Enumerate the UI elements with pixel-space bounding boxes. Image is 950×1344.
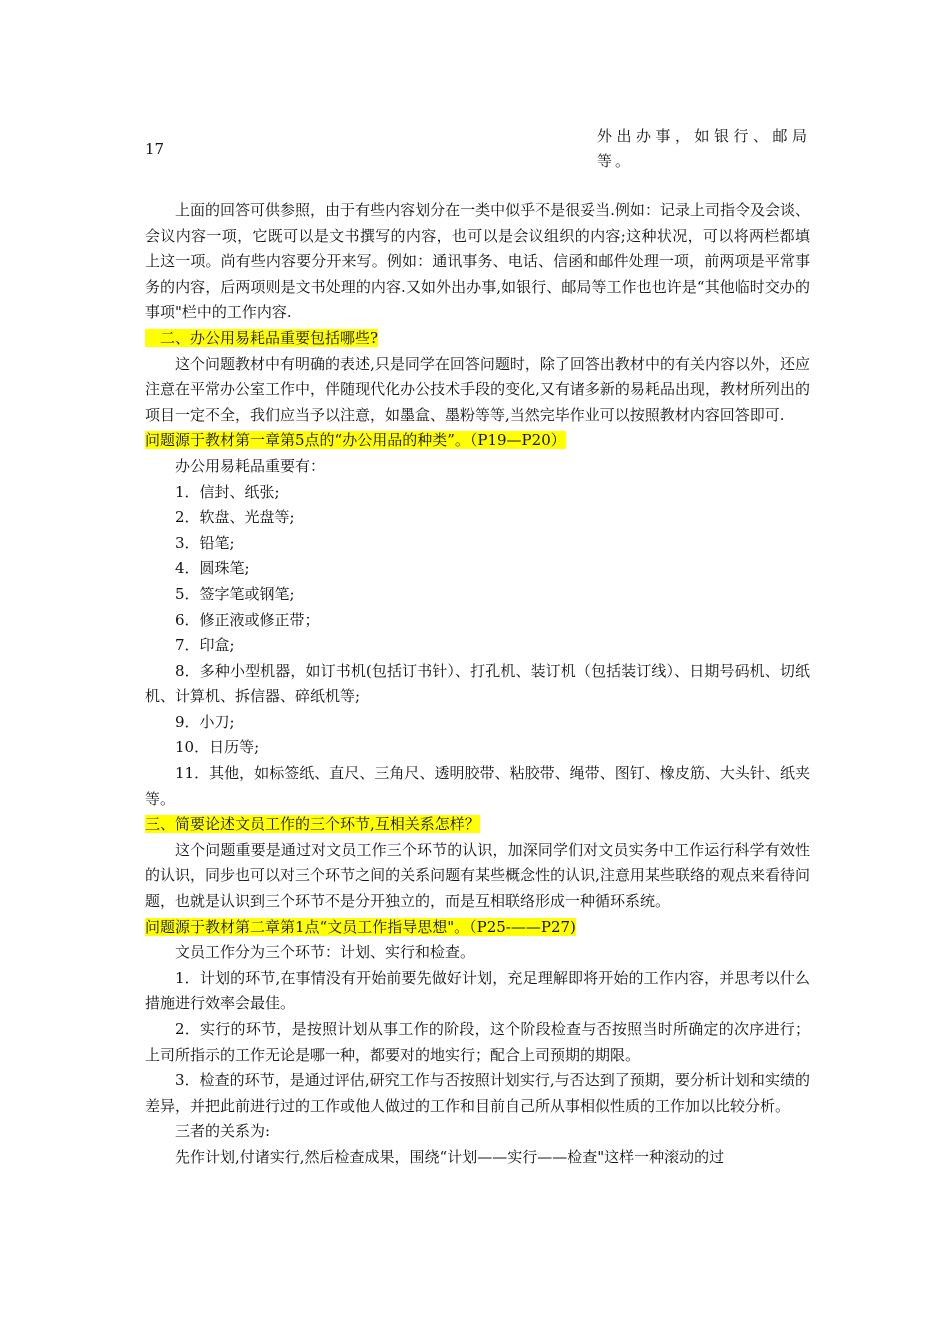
- body-paragraph: 办公用易耗品重要有：: [175, 456, 326, 475]
- body-paragraph: 7．印盒;: [175, 636, 235, 655]
- body-paragraph: 这个问题教材中有明确的表述,只是同学在回答问题时，除了回答出教材中的有关内容以外，还应注意在平常办公室工作中，伴随现代化办公技术手段的变化,又有诸多新的易耗品出现，教材所列出的项目一定不全，我们应当予以注意，如墨盒、墨粉等等,当然完毕作业可以按照教材内容回答即可.: [145, 354, 810, 424]
- body-paragraph: 9．小刀;: [175, 712, 235, 731]
- section-heading: [145, 812, 810, 838]
- body-paragraph: 1．信封、纸张;: [175, 482, 280, 501]
- body-paragraph: 6．修正液或修正带；: [175, 610, 320, 629]
- body-paragraph: 5．签字笔或钢笔;: [175, 584, 295, 603]
- body-paragraph: 文员工作分为三个环节：计划、实行和检查。: [175, 943, 476, 962]
- section-heading: [145, 326, 810, 352]
- table-row-number: 17: [145, 140, 165, 158]
- body-paragraph: 10．日历等;: [175, 738, 260, 757]
- highlighted-heading-text: 二、办公用易耗品重要包括哪些?: [145, 329, 378, 347]
- body-paragraph: 11．其他，如标签纸、直尺、三角尺、透明胶带、粘胶带、绳带、图钉、橡皮筋、大头针、纸夹等。: [145, 764, 810, 808]
- highlighted-heading-text: 问题源于教材第二章第1点“文员工作指导思想"。（P25-——P27): [145, 917, 576, 936]
- body-paragraph: 三者的关系为:: [175, 1122, 271, 1141]
- body-paragraph: 3．检查的环节，是通过评估,研究工作与否按照计划实行,与否达到了预期，要分析计划和实绩的差异，并把此前进行过的工作或他人做过的工作和目前自己所从事相似性质的工作加以比较分析。: [145, 1071, 810, 1115]
- section-heading: [145, 428, 810, 454]
- highlighted-heading-text: 问题源于教材第一章第5点的“办公用品的种类”。（P19—P20）: [145, 431, 566, 450]
- document-body: [145, 198, 810, 1171]
- body-paragraph: 4．圆珠笔;: [175, 559, 250, 578]
- body-paragraph: 8．多种小型机器，如订书机(包括订书针）、打孔机、装订机（包括装订线）、日期号码机、切纸机、计算机、拆信器、碎纸机等;: [145, 661, 810, 706]
- body-paragraph: 先作计划,付诸实行,然后检查成果，围绕“计划——实行——检查"这样一种滚动的过: [175, 1147, 725, 1166]
- section-heading: [145, 915, 810, 941]
- body-paragraph: 这个问题重要是通过对文员工作三个环节的认识，加深同学们对文员实务中工作运行科学有效性的认识，同步也可以对三个环节之间的关系问题有某些概念性的认识,注意用某些联络的观点来看待问题，也就是认识到三个环节不是分开独立的，而是互相联络形成一种循环系统。: [145, 840, 810, 911]
- body-paragraph: 3．铅笔;: [175, 533, 235, 552]
- table-fragment: [145, 120, 810, 180]
- body-paragraph: 上面的回答可供参照，由于有些内容划分在一类中似乎不是很妥当.例如：记录上司指令及会谈、会议内容一项，它既可以是文书撰写的内容，也可以是会议组织的内容;这种状况，可以将两栏都填上这一项。尚有些内容要分开来写。例如：通讯事务、电话、信函和邮件处理一项，前两项是平常事务的内容，后两项则是文书处理的内容.又如外出办事,如银行、邮局等工作也也许是“其他临时交办的事项"栏中的工作内容.: [145, 201, 810, 322]
- body-paragraph: 2．软盘、光盘等;: [175, 508, 295, 527]
- table-cell-text: 外出办事，如银行、邮局等。: [597, 127, 810, 170]
- body-paragraph: 2．实行的环节，是按照计划从事工作的阶段，这个阶段检查与否按照当时所确定的次序进行；上司所指示的工作无论是哪一种，都要对的地实行；配合上司预期的期限。: [145, 1020, 810, 1064]
- body-paragraph: 1．计划的环节,在事情没有开始前要先做好计划，充足理解即将开始的工作内容，并思考以什么措施进行效率会最佳。: [145, 968, 810, 1013]
- highlighted-heading-text: 三、简要论述文员工作的三个环节,互相关系怎样？: [145, 815, 480, 834]
